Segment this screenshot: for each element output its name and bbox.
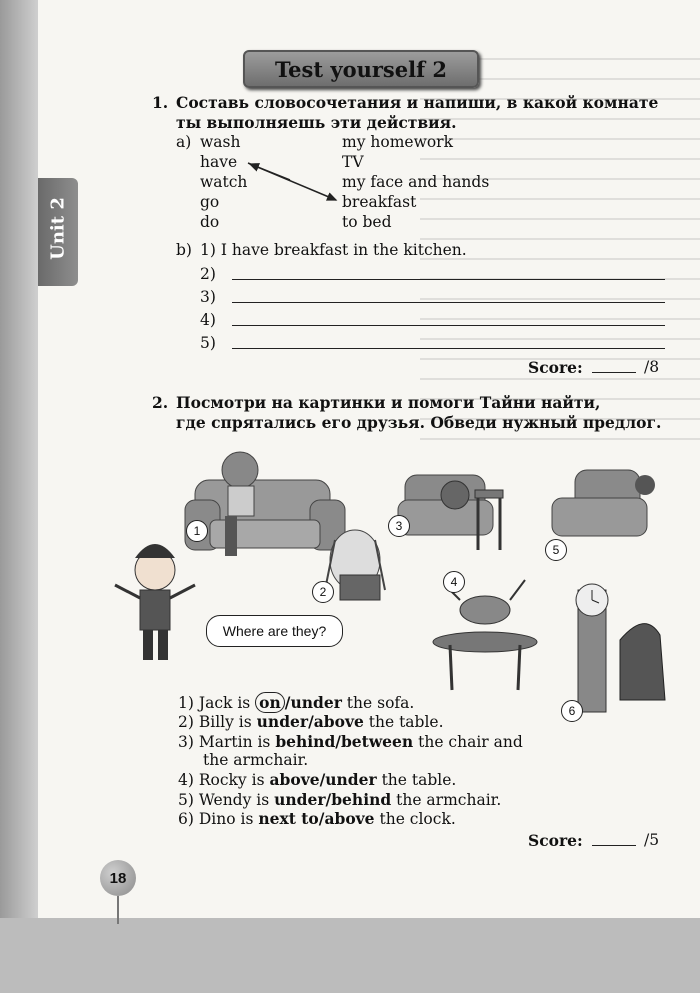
unit-tab <box>38 178 78 286</box>
sentence-1 <box>178 693 414 712</box>
preposition-option[interactable]: between <box>340 732 414 751</box>
task2-number: 2. <box>152 393 169 412</box>
verb-item: go <box>200 193 220 211</box>
sentence-5 <box>178 790 501 809</box>
sentence-3-continuation: the armchair. <box>203 751 309 769</box>
task1-part-a-label: a) <box>176 133 192 151</box>
option-separator: / <box>284 693 291 712</box>
hiding-friends-illustration <box>100 440 670 720</box>
blank-number: 3) <box>200 288 216 306</box>
object-item: to bed <box>342 213 392 231</box>
option-separator: / <box>325 790 332 809</box>
task1-score-line[interactable] <box>592 372 636 373</box>
verb-item: have <box>200 153 238 171</box>
balloon-string <box>117 896 119 924</box>
task2-score-label: Score: <box>528 831 583 850</box>
answer-line[interactable] <box>232 302 665 303</box>
preposition-option[interactable]: under <box>325 770 377 789</box>
task1-instruction-line2: ты выполняешь эти действия. <box>176 113 457 132</box>
bird-above-table <box>433 580 537 690</box>
sentence-6 <box>178 809 456 828</box>
object-item: my homework <box>342 133 453 151</box>
sentence-post: the chair and <box>418 733 523 751</box>
armchair-with-martin <box>398 475 503 550</box>
task1-score-total: /8 <box>644 358 660 376</box>
picture-number: 3 <box>388 515 410 537</box>
preposition-option[interactable]: on <box>255 692 285 713</box>
sentence-pre: Martin is <box>198 733 271 751</box>
preposition-option[interactable]: next to <box>258 809 319 828</box>
sofa-with-jack <box>185 452 345 556</box>
picture-number: 5 <box>545 539 567 561</box>
option-separator: / <box>319 770 326 789</box>
verb-item: watch <box>200 173 248 191</box>
sentence-post: the clock. <box>379 810 456 828</box>
armchair-with-wendy <box>552 470 655 536</box>
option-separator: / <box>335 732 341 751</box>
task1-instruction-line1: Составь словосочетания и напиши, в какой комнате <box>176 93 659 112</box>
matching-arrows <box>230 150 350 210</box>
task1-part-b-label: b) <box>176 241 192 259</box>
page-number-balloon <box>100 860 136 896</box>
test-title-banner <box>243 50 479 88</box>
answer-line[interactable] <box>232 325 665 326</box>
sentence-2 <box>178 712 444 731</box>
preposition-option[interactable]: behind <box>275 732 336 751</box>
task1-score-label: Score: <box>528 358 583 377</box>
sentence-num: 1) <box>178 694 194 712</box>
task1-example: 1) I have breakfast in the kitchen. <box>200 241 467 259</box>
speech-bubble-text: Where are they? <box>222 623 327 639</box>
dog-under-table <box>325 530 385 600</box>
sentence-pre: Rocky is <box>198 771 265 789</box>
task2-instruction-line2: где спрятались его друзья. Обведи нужный предлог. <box>176 413 662 432</box>
task1-number: 1. <box>152 93 169 112</box>
unit-tab-label: Unit 2 <box>47 197 69 260</box>
task2-score-line[interactable] <box>592 845 636 846</box>
page-title: Test yourself 2 <box>274 56 448 82</box>
verb-item: do <box>200 213 220 231</box>
sentence-post: the armchair. <box>396 791 502 809</box>
sentence-4 <box>178 770 456 789</box>
sentence-num: 6) <box>178 810 194 828</box>
sentence-post: the table. <box>368 713 444 731</box>
sentence-num: 4) <box>178 771 194 789</box>
sentence-post: the sofa. <box>346 694 415 712</box>
sentence-num: 3) <box>178 733 194 751</box>
picture-number: 4 <box>443 571 465 593</box>
preposition-option[interactable]: under <box>274 790 326 809</box>
sentence-num: 2) <box>178 713 194 731</box>
tiny-character <box>115 544 195 660</box>
object-item: my face and hands <box>342 173 490 191</box>
sentence-3 <box>178 732 523 751</box>
answer-line[interactable] <box>232 348 665 349</box>
preposition-option[interactable]: behind <box>331 790 392 809</box>
preposition-option[interactable]: above <box>324 809 375 828</box>
verb-item: wash <box>200 133 241 151</box>
sentence-num: 5) <box>178 791 194 809</box>
page-gutter <box>0 0 38 993</box>
sentence-post: the table. <box>381 771 457 789</box>
preposition-option[interactable]: above <box>313 712 364 731</box>
blank-number: 2) <box>200 265 216 283</box>
picture-number: 1 <box>186 520 208 542</box>
sentence-pre: Dino is <box>198 810 254 828</box>
option-separator: / <box>308 712 314 731</box>
clock-and-dino <box>576 584 665 712</box>
speech-bubble <box>206 615 343 647</box>
sentence-pre: Jack is <box>198 694 251 712</box>
arrow-back-to-have <box>250 164 290 180</box>
sentence-pre: Wendy is <box>198 791 270 809</box>
task2-instruction-line1: Посмотри на картинки и помоги Тайни найти, <box>176 393 601 412</box>
picture-number: 2 <box>312 581 334 603</box>
sentence-pre: Billy is <box>198 713 252 731</box>
preposition-option[interactable]: under <box>256 712 309 731</box>
object-item: TV <box>342 153 364 171</box>
blank-number: 4) <box>200 311 216 329</box>
answer-line[interactable] <box>232 279 665 280</box>
page-number: 18 <box>109 869 127 887</box>
preposition-option[interactable]: under <box>290 693 342 712</box>
scan-bottom-margin <box>0 918 700 993</box>
task2-score-total: /5 <box>644 831 660 849</box>
object-item: breakfast <box>342 193 417 211</box>
preposition-option[interactable]: above <box>269 770 320 789</box>
picture-number: 6 <box>561 700 583 722</box>
option-separator: / <box>318 809 325 828</box>
blank-number: 5) <box>200 334 216 352</box>
